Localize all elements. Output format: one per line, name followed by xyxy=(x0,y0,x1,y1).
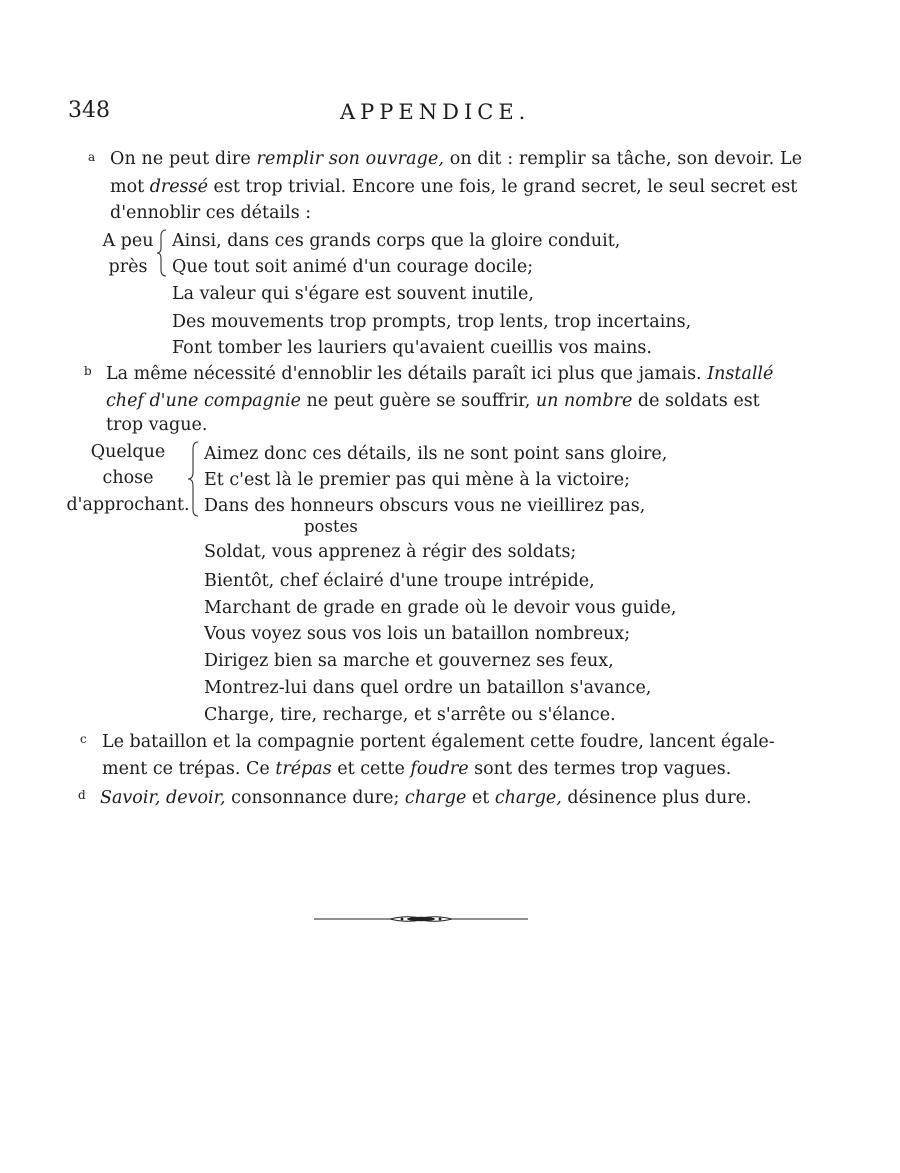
verse-line: Que tout soit animé d'un courage docile; xyxy=(172,257,534,277)
note-b-label-line-1: Quelque xyxy=(90,442,166,462)
verse-line: Vous voyez sous vos lois un bataillon nombreux; xyxy=(204,624,631,644)
note-marker-d: d xyxy=(78,788,86,802)
verse-line: Bientôt, chef éclairé d'une troupe intrépide, xyxy=(204,571,595,591)
brace-icon xyxy=(186,440,202,518)
note-a-label-line-1: A peu xyxy=(102,231,154,251)
note-marker-c: c xyxy=(80,732,87,746)
note-a-label-line-2: près xyxy=(108,257,148,277)
note-c-line-2: ment ce trépas. Ce trépas et cette foudre sont des termes trop vagues. xyxy=(102,759,732,779)
note-a-line-3: d'ennoblir ces détails : xyxy=(110,203,312,223)
verse-line: Ainsi, dans ces grands corps que la gloire conduit, xyxy=(172,231,621,251)
note-b-label-line-3: d'approchant. xyxy=(66,495,190,515)
note-a-line-2: mot dressé est trop trivial. Encore une fois, le grand secret, le seul secret est xyxy=(110,177,798,197)
verse-line: La valeur qui s'égare est souvent inutile, xyxy=(172,284,534,304)
note-c-line-1: Le bataillon et la compagnie portent également cette foudre, lancent égale- xyxy=(102,732,775,752)
ornamental-rule-icon xyxy=(314,912,528,926)
verse-line: Font tomber les lauriers qu'avaient cueillis vos mains. xyxy=(172,338,652,358)
note-b-line-2: chef d'une compagnie ne peut guère se souffrir, un nombre de soldats est xyxy=(106,391,760,411)
note-a-line-1: On ne peut dire remplir son ouvrage, on dit : remplir sa tâche, son devoir. Le xyxy=(110,149,803,169)
verse-line: Marchant de grade en grade où le devoir vous guide, xyxy=(204,598,677,618)
note-marker-b: b xyxy=(84,364,92,378)
verse-line: Charge, tire, recharge, et s'arrête ou s'élance. xyxy=(204,705,616,725)
verse-line: Soldat, vous apprenez à régir des soldats; xyxy=(204,542,577,562)
brace-icon xyxy=(156,228,170,278)
verse-line: Des mouvements trop prompts, trop lents, trop incertains, xyxy=(172,312,692,332)
note-b-line-1: La même nécessité d'ennoblir les détails paraît ici plus que jamais. Installé xyxy=(106,364,774,384)
verse-line: Aimez donc ces détails, ils ne sont point sans gloire, xyxy=(204,444,668,464)
verse-line: Et c'est là le premier pas qui mène à la victoire; xyxy=(204,470,631,490)
page-title: APPENDICE. xyxy=(340,100,531,124)
note-d-line-1: Savoir, devoir, consonnance dure; charge et charge, désinence plus dure. xyxy=(100,788,752,808)
verse-line: Dans des honneurs obscurs vous ne vieillirez pas, xyxy=(204,496,646,516)
page-number: 348 xyxy=(68,98,110,123)
interlinear-insertion: postes xyxy=(304,517,358,536)
note-b-line-3: trop vague. xyxy=(106,415,208,435)
note-b-label-line-2: chose xyxy=(102,468,154,488)
verse-line: Montrez-lui dans quel ordre un bataillon s'avance, xyxy=(204,678,652,698)
verse-line: Dirigez bien sa marche et gouvernez ses feux, xyxy=(204,651,614,671)
note-marker-a: a xyxy=(88,150,96,164)
